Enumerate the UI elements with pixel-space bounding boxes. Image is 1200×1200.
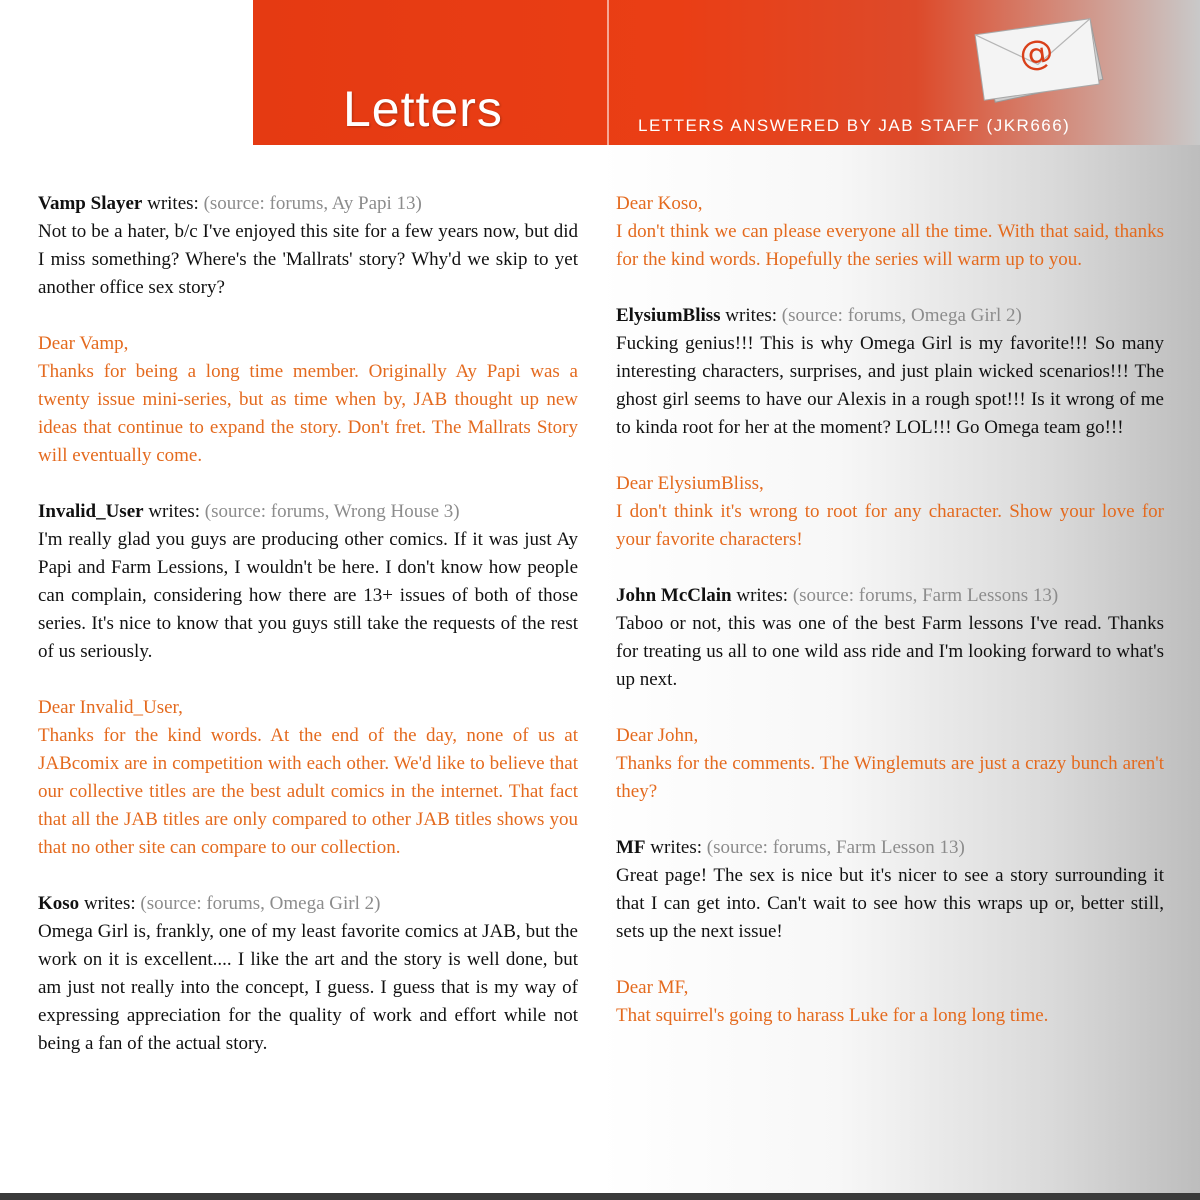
letter-body: I'm really glad you guys are producing other comics. If it was just Ay Papi and Farm Lessions, I wouldn't be here. I don't know how people can complain, considering how there are 13+ issues of both of those series. It's nice to know that you guys still take the requests of the rest of us seriously. (38, 529, 578, 662)
writes-label: writes: (645, 837, 707, 858)
letter-source: (source: forums, Omega Girl 2) (781, 305, 1022, 326)
letter-author: ElysiumBliss (616, 305, 721, 326)
reply-salutation: Dear Invalid_User, (38, 697, 183, 718)
letter-source: (source: forums, Omega Girl 2) (140, 893, 381, 914)
writes-label: writes: (142, 193, 204, 214)
letter-source: (source: forums, Ay Papi 13) (203, 193, 422, 214)
reply-body: Thanks for the comments. The Winglemuts are just a crazy bunch aren't they? (616, 753, 1164, 802)
letter-body: Fucking genius!!! This is why Omega Girl is my favorite!!! So many interesting characters, surprises, and just plain wicked scenarios!!! The ghost girl seems to have our Alexis in a rough spot!!! Is it wrong of me to kinda root for her at the moment? LOL!!! Go Omega team go!!! (616, 333, 1164, 438)
reply-mf (616, 974, 1164, 1030)
reply-salutation: Dear John, (616, 725, 699, 746)
writes-label: writes: (143, 501, 205, 522)
reply-salutation: Dear ElysiumBliss, (616, 473, 764, 494)
page-subtitle: LETTERS ANSWERED BY JAB STAFF (JKR666) (638, 116, 1071, 135)
letter-koso (38, 890, 578, 1058)
reply-body: Thanks for being a long time member. Originally Ay Papi was a twenty issue mini-series, but as time when by, JAB thought up new ideas that continue to expand the story. Don't fret. The Mallrats Story will eventually come. (38, 361, 578, 466)
envelope-at-icon (965, 8, 1115, 108)
letter-vamp-slayer (38, 190, 578, 302)
reply-elysiumbliss (616, 470, 1164, 554)
letter-author: Koso (38, 893, 80, 914)
left-column (38, 190, 578, 1086)
letter-body: Not to be a hater, b/c I've enjoyed this site for a few years now, but did I miss something? Where's the 'Mallrats' story? Why'd we skip to yet another office sex story? (38, 221, 578, 298)
letter-author: John McClain (616, 585, 732, 606)
writes-label: writes: (731, 585, 793, 606)
letter-source: (source: forums, Farm Lesson 13) (706, 837, 965, 858)
header-divider (607, 0, 609, 145)
reply-body: Thanks for the kind words. At the end of the day, none of us at JABcomix are in competition with each other. We'd like to believe that our collective titles are the best adult comics in the internet. That fact that all the JAB titles are only compared to other JAB titles shows you that no other site can compare to our collection. (38, 725, 578, 858)
right-column (616, 190, 1164, 1058)
writes-label: writes: (79, 893, 141, 914)
letter-body: Taboo or not, this was one of the best Farm lessons I've read. Thanks for treating us all to one wild ass ride and I'm looking forward to what's up next. (616, 613, 1164, 690)
page-title: Letters (343, 81, 503, 137)
letter-body: Great page! The sex is nice but it's nicer to see a story surrounding it that I can get into. Can't wait to see how this wraps up or, better still, sets up the next issue! (616, 865, 1164, 942)
letter-source: (source: forums, Wrong House 3) (204, 501, 460, 522)
reply-body: I don't think it's wrong to root for any character. Show your love for your favorite characters! (616, 501, 1164, 550)
letter-john-mcclain (616, 582, 1164, 694)
letter-invalid-user (38, 498, 578, 666)
letter-mf (616, 834, 1164, 946)
reply-body: I don't think we can please everyone all the time. With that said, thanks for the kind words. Hopefully the series will warm up to you. (616, 221, 1164, 270)
reply-koso (616, 190, 1164, 274)
reply-body: That squirrel's going to harass Luke for a long long time. (616, 1005, 1049, 1026)
letter-source: (source: forums, Farm Lessons 13) (792, 585, 1059, 606)
reply-vamp (38, 330, 578, 470)
reply-salutation: Dear MF, (616, 977, 689, 998)
writes-label: writes: (720, 305, 782, 326)
letter-author: Invalid_User (38, 501, 144, 522)
svg-text:@: @ (1016, 31, 1056, 76)
reply-john (616, 722, 1164, 806)
reply-salutation: Dear Koso, (616, 193, 703, 214)
letter-author: Vamp Slayer (38, 193, 143, 214)
reply-invalid-user (38, 694, 578, 862)
bottom-border (0, 1193, 1200, 1200)
letter-author: MF (616, 837, 646, 858)
letter-body: Omega Girl is, frankly, one of my least favorite comics at JAB, but the work on it is excellent.... I like the art and the story is well done, but am just not really into the concept, I guess. I guess that is my way of expressing appreciation for the quality of work and effort while not being a fan of the actual story. (38, 921, 578, 1054)
reply-salutation: Dear Vamp, (38, 333, 129, 354)
letter-elysiumbliss (616, 302, 1164, 442)
